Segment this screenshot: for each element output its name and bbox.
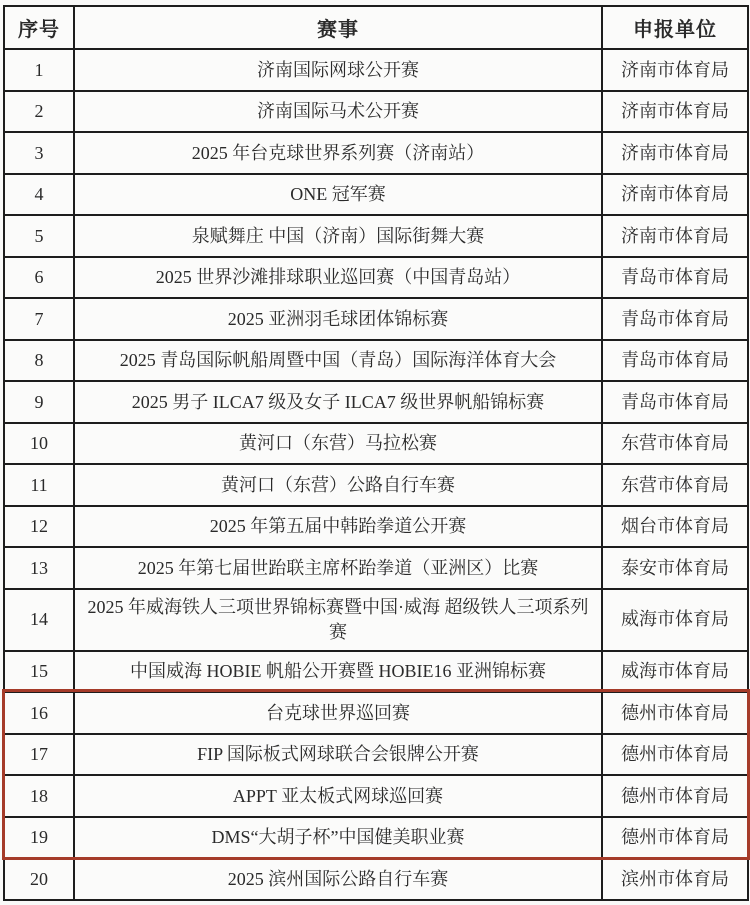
event-name-cell: APPT 亚太板式网球巡回赛 <box>74 775 602 817</box>
unit-name-cell: 德州市体育局 <box>602 734 748 776</box>
row-number-cell: 20 <box>4 858 74 900</box>
unit-name-cell: 青岛市体育局 <box>602 257 748 299</box>
event-name-cell: 2025 青岛国际帆船周暨中国（青岛）国际海洋体育大会 <box>74 340 602 382</box>
table-row <box>4 132 748 174</box>
unit-name-cell: 济南市体育局 <box>602 91 748 133</box>
table-row <box>4 506 748 548</box>
row-number-cell: 4 <box>4 174 74 216</box>
row-number-cell: 3 <box>4 132 74 174</box>
unit-name-cell: 青岛市体育局 <box>602 298 748 340</box>
unit-name-cell: 德州市体育局 <box>602 775 748 817</box>
table-row <box>4 49 748 91</box>
table-row <box>4 423 748 465</box>
event-name-cell: 济南国际马术公开赛 <box>74 91 602 133</box>
table-row <box>4 651 748 693</box>
event-name-cell: 2025 年威海铁人三项世界锦标赛暨中国·威海 超级铁人三项系列赛 <box>74 589 602 651</box>
event-name-cell: 2025 男子 ILCA7 级及女子 ILCA7 级世界帆船锦标赛 <box>74 381 602 423</box>
event-name-cell: 中国威海 HOBIE 帆船公开赛暨 HOBIE16 亚洲锦标赛 <box>74 651 602 693</box>
table-row <box>4 91 748 133</box>
table-header-row <box>4 6 748 49</box>
event-name-cell: 2025 年第五届中韩跆拳道公开赛 <box>74 506 602 548</box>
event-name-cell: ONE 冠军赛 <box>74 174 602 216</box>
table-row <box>4 340 748 382</box>
table-row <box>4 547 748 589</box>
row-number-cell: 1 <box>4 49 74 91</box>
row-number-cell: 17 <box>4 734 74 776</box>
row-number-cell: 16 <box>4 692 74 734</box>
event-name-cell: 黄河口（东营）公路自行车赛 <box>74 464 602 506</box>
table-row <box>4 298 748 340</box>
event-name-cell: 2025 亚洲羽毛球团体锦标赛 <box>74 298 602 340</box>
event-name-cell: 泉赋舞庄 中国（济南）国际街舞大赛 <box>74 215 602 257</box>
event-name-cell: 黄河口（东营）马拉松赛 <box>74 423 602 465</box>
row-number-cell: 15 <box>4 651 74 693</box>
table-row <box>4 858 748 900</box>
row-number-cell: 12 <box>4 506 74 548</box>
unit-name-cell: 青岛市体育局 <box>602 340 748 382</box>
event-name-cell: 台克球世界巡回赛 <box>74 692 602 734</box>
unit-name-cell: 东营市体育局 <box>602 423 748 465</box>
row-number-cell: 5 <box>4 215 74 257</box>
unit-name-cell: 德州市体育局 <box>602 692 748 734</box>
unit-name-cell: 济南市体育局 <box>602 132 748 174</box>
event-name-cell: 2025 年第七届世跆联主席杯跆拳道（亚洲区）比赛 <box>74 547 602 589</box>
header-unit: 申报单位 <box>602 6 748 49</box>
table-row <box>4 215 748 257</box>
row-number-cell: 18 <box>4 775 74 817</box>
table-row <box>4 381 748 423</box>
event-name-cell: DMS“大胡子杯”中国健美职业赛 <box>74 817 602 859</box>
row-number-cell: 19 <box>4 817 74 859</box>
row-number-cell: 10 <box>4 423 74 465</box>
unit-name-cell: 济南市体育局 <box>602 49 748 91</box>
table-row <box>4 589 748 651</box>
unit-name-cell: 东营市体育局 <box>602 464 748 506</box>
event-name-cell: 2025 年台克球世界系列赛（济南站） <box>74 132 602 174</box>
unit-name-cell: 威海市体育局 <box>602 589 748 651</box>
table-row <box>4 692 748 734</box>
table-row <box>4 464 748 506</box>
unit-name-cell: 德州市体育局 <box>602 817 748 859</box>
table-row <box>4 775 748 817</box>
row-number-cell: 14 <box>4 589 74 651</box>
unit-name-cell: 烟台市体育局 <box>602 506 748 548</box>
table-row <box>4 817 748 859</box>
unit-name-cell: 济南市体育局 <box>602 174 748 216</box>
table-row <box>4 257 748 299</box>
event-name-cell: FIP 国际板式网球联合会银牌公开赛 <box>74 734 602 776</box>
row-number-cell: 2 <box>4 91 74 133</box>
event-name-cell: 济南国际网球公开赛 <box>74 49 602 91</box>
row-number-cell: 8 <box>4 340 74 382</box>
row-number-cell: 6 <box>4 257 74 299</box>
table-row <box>4 174 748 216</box>
table-row <box>4 734 748 776</box>
row-number-cell: 9 <box>4 381 74 423</box>
unit-name-cell: 泰安市体育局 <box>602 547 748 589</box>
unit-name-cell: 滨州市体育局 <box>602 858 748 900</box>
unit-name-cell: 青岛市体育局 <box>602 381 748 423</box>
unit-name-cell: 济南市体育局 <box>602 215 748 257</box>
events-table <box>3 5 749 901</box>
table-body <box>4 49 748 900</box>
header-number: 序号 <box>4 6 74 49</box>
unit-name-cell: 威海市体育局 <box>602 651 748 693</box>
row-number-cell: 7 <box>4 298 74 340</box>
row-number-cell: 13 <box>4 547 74 589</box>
header-event: 赛事 <box>74 6 602 49</box>
event-name-cell: 2025 滨州国际公路自行车赛 <box>74 858 602 900</box>
event-name-cell: 2025 世界沙滩排球职业巡回赛（中国青岛站） <box>74 257 602 299</box>
row-number-cell: 11 <box>4 464 74 506</box>
